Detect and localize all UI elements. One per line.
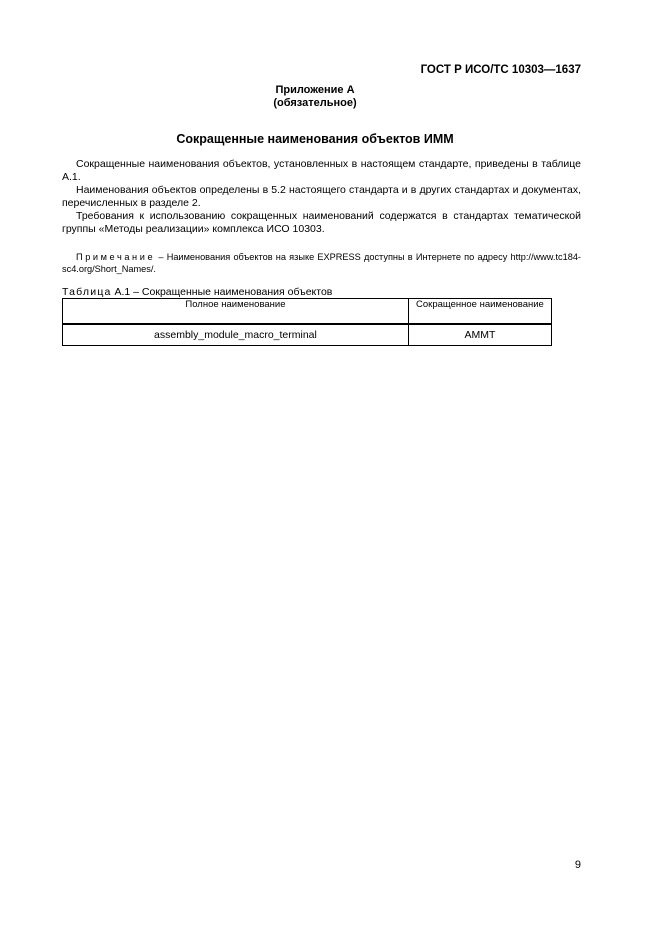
- note: [62, 251, 581, 275]
- header-full-name: Полное наименование: [63, 299, 409, 325]
- table-row: [63, 324, 552, 346]
- paragraph: Сокращенные наименования объектов, установленных в настоящем стандарте, приведены в таблице А.1.: [62, 158, 581, 183]
- paragraph: Требования к использованию сокращенных наименований содержатся в стандартах тематической группы «Методы реализации» комплекса ИСО 10303.: [62, 210, 581, 235]
- annex-title: Приложение А: [275, 84, 355, 96]
- note-text: – Наименования объектов на языке EXPRESS доступны в Интернете по адресу http://www.tc184-sc4.org/Short_Names/.: [62, 252, 581, 274]
- page-number: 9: [574, 859, 581, 871]
- table-caption: [62, 286, 332, 298]
- annex-heading: [0, 84, 630, 110]
- table-header-row: [63, 299, 552, 325]
- paragraph: Наименования объектов определены в 5.2 настоящего стандарта и в других стандартах и документах, перечисленных в разделе 2.: [62, 184, 581, 209]
- short-names-table: [62, 298, 552, 346]
- section-title: Сокращенные наименования объектов ИММ: [176, 132, 454, 146]
- standard-code: ГОСТ Р ИСО/ТС 10303—1637: [420, 64, 581, 76]
- table-caption-label: Таблица: [62, 286, 112, 298]
- body-text: [62, 158, 581, 236]
- table-caption-text: А.1 – Сокращенные наименования объектов: [111, 286, 333, 298]
- header-short-name: Сокращенное наименование: [408, 299, 551, 325]
- cell-full-name: assembly_module_macro_terminal: [63, 324, 409, 346]
- note-label: Примечание: [76, 252, 156, 262]
- cell-short-name: AMMT: [408, 324, 551, 346]
- annex-status: (обязательное): [273, 97, 357, 109]
